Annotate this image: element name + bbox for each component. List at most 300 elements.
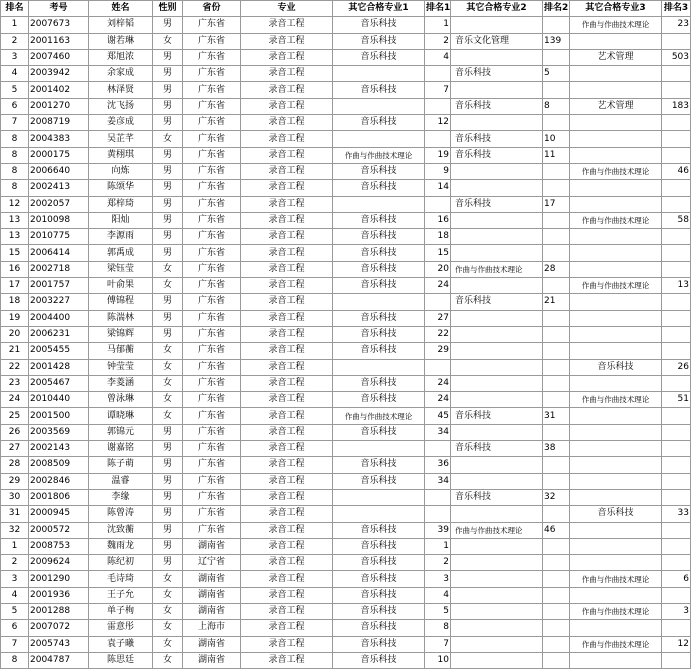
cell-major: 录音工程 <box>241 229 333 245</box>
cell-other-major-1: 音乐科技 <box>333 212 425 228</box>
table-row <box>1 261 691 277</box>
cell-exam-no: 2003227 <box>29 294 89 310</box>
cell-name: 毛诗琦 <box>89 571 153 587</box>
cell-gender: 男 <box>153 294 183 310</box>
cell-other-major-3 <box>570 294 662 310</box>
cell-rank-1: 10 <box>425 652 451 668</box>
cell-province: 广东省 <box>183 506 241 522</box>
cell-other-major-2 <box>451 310 543 326</box>
cell-major: 录音工程 <box>241 310 333 326</box>
cell-rank: 3 <box>1 571 29 587</box>
cell-rank-2 <box>543 587 570 603</box>
cell-other-major-2 <box>451 229 543 245</box>
cell-name: 单子栒 <box>89 603 153 619</box>
cell-gender: 男 <box>153 66 183 82</box>
cell-rank-1 <box>425 506 451 522</box>
cell-name: 梁锦辉 <box>89 326 153 342</box>
cell-other-major-2: 音乐科技 <box>451 147 543 163</box>
cell-gender: 女 <box>153 261 183 277</box>
table-row <box>1 424 691 440</box>
cell-rank-1: 4 <box>425 49 451 65</box>
cell-major: 录音工程 <box>241 131 333 147</box>
cell-rank: 8 <box>1 180 29 196</box>
cell-rank-1: 22 <box>425 326 451 342</box>
cell-exam-no: 2006414 <box>29 245 89 261</box>
cell-exam-no: 2001288 <box>29 603 89 619</box>
cell-other-major-2 <box>451 392 543 408</box>
cell-exam-no: 2004787 <box>29 652 89 668</box>
cell-other-major-3: 艺术管理 <box>570 49 662 65</box>
cell-name: 郑梓琦 <box>89 196 153 212</box>
cell-rank-3: 6 <box>662 571 691 587</box>
cell-exam-no: 2000175 <box>29 147 89 163</box>
cell-other-major-3 <box>570 66 662 82</box>
cell-other-major-3: 作曲与作曲技术理论 <box>570 17 662 33</box>
cell-province: 湖南省 <box>183 636 241 652</box>
cell-other-major-3 <box>570 555 662 571</box>
cell-other-major-2 <box>451 538 543 554</box>
cell-other-major-1 <box>333 66 425 82</box>
cell-province: 广东省 <box>183 392 241 408</box>
cell-exam-no: 2001290 <box>29 571 89 587</box>
cell-other-major-2 <box>451 278 543 294</box>
cell-rank-1: 1 <box>425 17 451 33</box>
cell-rank-3 <box>662 652 691 668</box>
cell-other-major-3: 作曲与作曲技术理论 <box>570 392 662 408</box>
cell-rank: 23 <box>1 375 29 391</box>
cell-name: 袁子曦 <box>89 636 153 652</box>
cell-gender: 男 <box>153 147 183 163</box>
header-major: 专业 <box>241 1 333 17</box>
cell-gender: 男 <box>153 538 183 554</box>
cell-other-major-1: 音乐科技 <box>333 555 425 571</box>
cell-rank-2 <box>543 652 570 668</box>
cell-gender: 男 <box>153 441 183 457</box>
cell-other-major-1: 音乐科技 <box>333 522 425 538</box>
cell-other-major-3 <box>570 33 662 49</box>
cell-gender: 男 <box>153 473 183 489</box>
table-row <box>1 294 691 310</box>
cell-exam-no: 2007460 <box>29 49 89 65</box>
cell-province: 广东省 <box>183 441 241 457</box>
cell-gender: 女 <box>153 392 183 408</box>
cell-gender: 女 <box>153 587 183 603</box>
cell-rank-2: 31 <box>543 408 570 424</box>
cell-rank: 2 <box>1 33 29 49</box>
table-row <box>1 49 691 65</box>
cell-rank-2 <box>543 180 570 196</box>
cell-other-major-2 <box>451 180 543 196</box>
cell-other-major-1: 音乐科技 <box>333 457 425 473</box>
cell-other-major-1: 音乐科技 <box>333 538 425 554</box>
cell-rank-1: 2 <box>425 555 451 571</box>
table-row <box>1 310 691 326</box>
cell-other-major-2: 音乐文化管理 <box>451 33 543 49</box>
cell-gender: 男 <box>153 245 183 261</box>
cell-other-major-2 <box>451 636 543 652</box>
cell-other-major-2: 音乐科技 <box>451 98 543 114</box>
cell-rank-1: 9 <box>425 163 451 179</box>
cell-rank: 28 <box>1 457 29 473</box>
cell-province: 上海市 <box>183 620 241 636</box>
cell-name: 王子允 <box>89 587 153 603</box>
cell-gender: 男 <box>153 506 183 522</box>
cell-rank-1: 3 <box>425 571 451 587</box>
cell-rank: 13 <box>1 229 29 245</box>
cell-other-major-3 <box>570 82 662 98</box>
cell-other-major-3 <box>570 310 662 326</box>
cell-name: 温睿 <box>89 473 153 489</box>
cell-gender: 男 <box>153 196 183 212</box>
cell-rank-2 <box>543 620 570 636</box>
cell-name: 阳灿 <box>89 212 153 228</box>
cell-rank-1: 24 <box>425 375 451 391</box>
cell-province: 广东省 <box>183 196 241 212</box>
cell-other-major-2: 音乐科技 <box>451 408 543 424</box>
cell-rank-1: 36 <box>425 457 451 473</box>
cell-rank-3 <box>662 33 691 49</box>
cell-province: 辽宁省 <box>183 555 241 571</box>
cell-province: 广东省 <box>183 66 241 82</box>
cell-province: 广东省 <box>183 212 241 228</box>
cell-gender: 女 <box>153 652 183 668</box>
cell-name: 傅锦程 <box>89 294 153 310</box>
cell-province: 湖南省 <box>183 538 241 554</box>
cell-other-major-2 <box>451 571 543 587</box>
header-rank-1: 排名1 <box>425 1 451 17</box>
cell-other-major-2 <box>451 359 543 375</box>
cell-other-major-2 <box>451 603 543 619</box>
cell-rank-1: 45 <box>425 408 451 424</box>
cell-gender: 男 <box>153 555 183 571</box>
cell-major: 录音工程 <box>241 441 333 457</box>
cell-gender: 男 <box>153 17 183 33</box>
cell-major: 录音工程 <box>241 408 333 424</box>
cell-rank-3: 58 <box>662 212 691 228</box>
cell-major: 录音工程 <box>241 294 333 310</box>
cell-exam-no: 2001402 <box>29 82 89 98</box>
cell-rank: 29 <box>1 473 29 489</box>
cell-major: 录音工程 <box>241 587 333 603</box>
cell-other-major-1: 音乐科技 <box>333 180 425 196</box>
cell-province: 广东省 <box>183 489 241 505</box>
cell-rank-3 <box>662 326 691 342</box>
table-row <box>1 212 691 228</box>
cell-major: 录音工程 <box>241 652 333 668</box>
cell-exam-no: 2001163 <box>29 33 89 49</box>
table-row <box>1 82 691 98</box>
cell-major: 录音工程 <box>241 424 333 440</box>
cell-rank: 30 <box>1 489 29 505</box>
cell-other-major-3: 作曲与作曲技术理论 <box>570 636 662 652</box>
cell-rank: 5 <box>1 603 29 619</box>
cell-rank: 13 <box>1 212 29 228</box>
cell-other-major-3 <box>570 131 662 147</box>
cell-exam-no: 2010098 <box>29 212 89 228</box>
cell-gender: 女 <box>153 603 183 619</box>
table-row <box>1 326 691 342</box>
cell-rank-3 <box>662 82 691 98</box>
cell-other-major-1: 音乐科技 <box>333 652 425 668</box>
cell-province: 湖南省 <box>183 652 241 668</box>
cell-rank-3 <box>662 424 691 440</box>
cell-major: 录音工程 <box>241 473 333 489</box>
cell-name: 陈颂华 <box>89 180 153 196</box>
cell-province: 广东省 <box>183 522 241 538</box>
header-other-major-3: 其它合格专业3 <box>570 1 662 17</box>
cell-rank-1: 29 <box>425 343 451 359</box>
cell-other-major-1: 音乐科技 <box>333 603 425 619</box>
cell-other-major-2: 音乐科技 <box>451 441 543 457</box>
cell-province: 广东省 <box>183 163 241 179</box>
cell-name: 李缘 <box>89 489 153 505</box>
cell-other-major-1: 作曲与作曲技术理论 <box>333 408 425 424</box>
cell-exam-no: 2000572 <box>29 522 89 538</box>
cell-province: 湖南省 <box>183 587 241 603</box>
cell-rank: 32 <box>1 522 29 538</box>
cell-other-major-2 <box>451 457 543 473</box>
cell-other-major-2 <box>451 17 543 33</box>
table-row <box>1 196 691 212</box>
cell-rank-2 <box>543 49 570 65</box>
cell-other-major-1: 音乐科技 <box>333 392 425 408</box>
cell-gender: 男 <box>153 98 183 114</box>
cell-name: 沈飞扬 <box>89 98 153 114</box>
cell-rank-1: 24 <box>425 392 451 408</box>
cell-rank-3 <box>662 310 691 326</box>
cell-gender: 女 <box>153 343 183 359</box>
cell-other-major-2 <box>451 424 543 440</box>
cell-rank-2 <box>543 82 570 98</box>
cell-exam-no: 2002846 <box>29 473 89 489</box>
cell-province: 广东省 <box>183 17 241 33</box>
cell-major: 录音工程 <box>241 115 333 131</box>
cell-gender: 男 <box>153 229 183 245</box>
cell-rank-2: 28 <box>543 261 570 277</box>
cell-rank-1: 39 <box>425 522 451 538</box>
cell-rank-1 <box>425 98 451 114</box>
cell-other-major-1: 音乐科技 <box>333 115 425 131</box>
cell-province: 广东省 <box>183 245 241 261</box>
cell-rank: 1 <box>1 17 29 33</box>
cell-exam-no: 2006640 <box>29 163 89 179</box>
cell-rank-2 <box>543 229 570 245</box>
cell-other-major-2 <box>451 49 543 65</box>
cell-other-major-2: 音乐科技 <box>451 131 543 147</box>
cell-rank: 16 <box>1 261 29 277</box>
cell-other-major-3: 艺术管理 <box>570 98 662 114</box>
cell-rank-1: 18 <box>425 229 451 245</box>
header-exam-no: 考号 <box>29 1 89 17</box>
cell-exam-no: 2007673 <box>29 17 89 33</box>
cell-other-major-1 <box>333 506 425 522</box>
cell-other-major-3 <box>570 441 662 457</box>
cell-gender: 男 <box>153 310 183 326</box>
cell-other-major-3: 音乐科技 <box>570 506 662 522</box>
cell-exam-no: 2005743 <box>29 636 89 652</box>
cell-major: 录音工程 <box>241 33 333 49</box>
cell-province: 广东省 <box>183 229 241 245</box>
table-row <box>1 98 691 114</box>
cell-province: 广东省 <box>183 98 241 114</box>
cell-major: 录音工程 <box>241 359 333 375</box>
cell-rank: 6 <box>1 98 29 114</box>
cell-rank-2: 17 <box>543 196 570 212</box>
cell-other-major-3 <box>570 115 662 131</box>
cell-name: 黄栩琪 <box>89 147 153 163</box>
cell-name: 叶俞果 <box>89 278 153 294</box>
cell-other-major-2 <box>451 212 543 228</box>
cell-gender: 男 <box>153 522 183 538</box>
cell-other-major-1: 音乐科技 <box>333 571 425 587</box>
cell-other-major-1: 音乐科技 <box>333 278 425 294</box>
cell-rank-2 <box>543 17 570 33</box>
table-row <box>1 115 691 131</box>
table-row <box>1 147 691 163</box>
cell-rank-2: 38 <box>543 441 570 457</box>
cell-rank: 6 <box>1 620 29 636</box>
cell-other-major-3 <box>570 229 662 245</box>
cell-rank-2: 46 <box>543 522 570 538</box>
cell-major: 录音工程 <box>241 180 333 196</box>
header-name: 姓名 <box>89 1 153 17</box>
cell-rank-1 <box>425 294 451 310</box>
table-row <box>1 278 691 294</box>
table-row <box>1 457 691 473</box>
table-row <box>1 506 691 522</box>
cell-other-major-2: 音乐科技 <box>451 489 543 505</box>
cell-rank: 5 <box>1 82 29 98</box>
cell-rank-1: 15 <box>425 245 451 261</box>
cell-rank: 24 <box>1 392 29 408</box>
cell-other-major-2 <box>451 375 543 391</box>
cell-rank-3: 503 <box>662 49 691 65</box>
cell-major: 录音工程 <box>241 66 333 82</box>
table-row <box>1 180 691 196</box>
cell-rank-2: 11 <box>543 147 570 163</box>
cell-other-major-3 <box>570 326 662 342</box>
cell-rank: 15 <box>1 245 29 261</box>
cell-other-major-1: 音乐科技 <box>333 424 425 440</box>
cell-rank: 26 <box>1 424 29 440</box>
cell-rank-3 <box>662 196 691 212</box>
cell-rank: 18 <box>1 294 29 310</box>
table-row <box>1 359 691 375</box>
table-row <box>1 33 691 49</box>
cell-other-major-3 <box>570 147 662 163</box>
cell-other-major-1: 音乐科技 <box>333 473 425 489</box>
cell-rank-3: 23 <box>662 17 691 33</box>
cell-rank-2 <box>543 636 570 652</box>
cell-gender: 男 <box>153 115 183 131</box>
cell-other-major-3 <box>570 489 662 505</box>
cell-other-major-1 <box>333 441 425 457</box>
cell-major: 录音工程 <box>241 82 333 98</box>
cell-province: 广东省 <box>183 147 241 163</box>
cell-name: 马郁蘅 <box>89 343 153 359</box>
cell-rank-2 <box>543 310 570 326</box>
cell-exam-no: 2000945 <box>29 506 89 522</box>
cell-rank-3: 26 <box>662 359 691 375</box>
cell-major: 录音工程 <box>241 343 333 359</box>
cell-rank-2: 139 <box>543 33 570 49</box>
cell-province: 广东省 <box>183 310 241 326</box>
cell-other-major-1 <box>333 359 425 375</box>
cell-other-major-1: 音乐科技 <box>333 375 425 391</box>
cell-rank-2 <box>543 555 570 571</box>
cell-major: 录音工程 <box>241 489 333 505</box>
cell-other-major-3 <box>570 343 662 359</box>
table-row <box>1 636 691 652</box>
cell-gender: 女 <box>153 278 183 294</box>
cell-exam-no: 2002718 <box>29 261 89 277</box>
cell-exam-no: 2003569 <box>29 424 89 440</box>
cell-exam-no: 2007072 <box>29 620 89 636</box>
table-row <box>1 620 691 636</box>
cell-gender: 男 <box>153 163 183 179</box>
cell-other-major-2: 作曲与作曲技术理论 <box>451 261 543 277</box>
cell-other-major-3: 音乐科技 <box>570 359 662 375</box>
cell-rank-2: 21 <box>543 294 570 310</box>
table-body <box>1 17 691 669</box>
cell-province: 广东省 <box>183 49 241 65</box>
cell-name: 梁钰莹 <box>89 261 153 277</box>
cell-rank-1: 16 <box>425 212 451 228</box>
cell-rank-3 <box>662 473 691 489</box>
cell-major: 录音工程 <box>241 603 333 619</box>
cell-province: 广东省 <box>183 82 241 98</box>
header-other-major-2: 其它合格专业2 <box>451 1 543 17</box>
cell-major: 录音工程 <box>241 278 333 294</box>
cell-other-major-2: 音乐科技 <box>451 66 543 82</box>
cell-gender: 男 <box>153 326 183 342</box>
cell-rank-1: 20 <box>425 261 451 277</box>
cell-exam-no: 2006231 <box>29 326 89 342</box>
cell-exam-no: 2005455 <box>29 343 89 359</box>
cell-other-major-3 <box>570 375 662 391</box>
cell-rank-1: 12 <box>425 115 451 131</box>
cell-rank-3: 183 <box>662 98 691 114</box>
table-header-row <box>1 1 691 17</box>
cell-rank-2 <box>543 343 570 359</box>
cell-other-major-1: 音乐科技 <box>333 33 425 49</box>
cell-rank-1: 4 <box>425 587 451 603</box>
cell-name: 李源雨 <box>89 229 153 245</box>
cell-rank-1: 34 <box>425 424 451 440</box>
cell-name: 魏雨龙 <box>89 538 153 554</box>
cell-major: 录音工程 <box>241 375 333 391</box>
cell-rank: 7 <box>1 115 29 131</box>
cell-name: 郑旭浓 <box>89 49 153 65</box>
header-rank: 排名 <box>1 1 29 17</box>
cell-name: 陈湍林 <box>89 310 153 326</box>
cell-exam-no: 2001270 <box>29 98 89 114</box>
cell-other-major-1: 音乐科技 <box>333 310 425 326</box>
cell-exam-no: 2002057 <box>29 196 89 212</box>
cell-rank: 8 <box>1 131 29 147</box>
cell-other-major-2 <box>451 587 543 603</box>
cell-exam-no: 2001806 <box>29 489 89 505</box>
cell-other-major-1: 音乐科技 <box>333 587 425 603</box>
cell-other-major-3 <box>570 522 662 538</box>
cell-gender: 男 <box>153 457 183 473</box>
cell-province: 广东省 <box>183 33 241 49</box>
cell-rank-2 <box>543 571 570 587</box>
cell-rank-3 <box>662 408 691 424</box>
cell-other-major-2: 音乐科技 <box>451 294 543 310</box>
cell-name: 陈纪初 <box>89 555 153 571</box>
cell-gender: 女 <box>153 375 183 391</box>
